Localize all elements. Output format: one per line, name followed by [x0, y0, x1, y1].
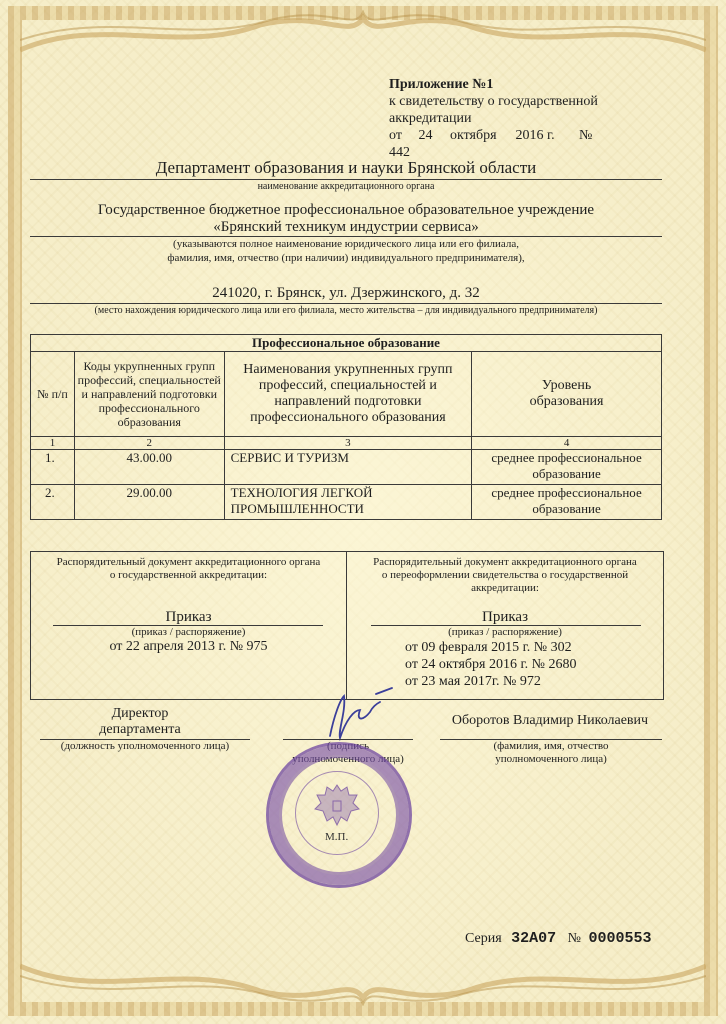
- date-prefix: от: [389, 128, 402, 143]
- appendix-line-2: аккредитации: [389, 111, 472, 126]
- right-doc-caption: (приказ / распоряжение): [448, 626, 562, 638]
- institution-underline: [30, 236, 662, 237]
- decision-documents-box: [30, 551, 664, 700]
- date-year: 2016 г.: [515, 128, 555, 143]
- name-caption: [440, 740, 662, 766]
- col-number-1: 1: [31, 437, 75, 450]
- header-names: Наименования укрупненных групп профессий, специальностей и направлений подготовки профессионального образования: [224, 352, 472, 437]
- right-doc-type: Приказ: [481, 609, 528, 625]
- seal-mp-label: М.П.: [325, 831, 349, 843]
- appendix-header: [389, 76, 619, 161]
- series-label: Серия: [465, 931, 502, 946]
- series-code: 32А07: [511, 930, 557, 947]
- left-heading-2: о государственной аккредитации:: [109, 569, 268, 581]
- row-level: среднее профессиональное образование: [472, 450, 662, 485]
- left-doc-entry: от 22 апреля 2013 г. № 975: [109, 639, 268, 654]
- right-doc-entry: от 09 февраля 2015 г. № 302: [405, 640, 572, 655]
- institution-line-2: «Брянский техникум индустрии сервиса»: [213, 219, 479, 235]
- right-heading-2: о переоформлении свидетельства о государственной: [381, 569, 629, 581]
- name-caption-1: (фамилия, имя, отчество: [493, 740, 609, 752]
- row-name: ТЕХНОЛОГИЯ ЛЕГКОЙ ПРОМЫШЛЕННОСТИ: [224, 485, 472, 520]
- row-number: 2.: [31, 485, 75, 520]
- right-heading: [347, 556, 663, 595]
- official-name: Оборотов Владимир Николаевич: [451, 713, 649, 728]
- institution-caption-1: (указываются полное наименование юридического лица или его филиала,: [173, 238, 519, 250]
- right-heading-1: Распорядительный документ аккредитационного органа: [373, 556, 637, 568]
- position-caption: (должность уполномоченного лица): [60, 740, 230, 752]
- left-doc-type: Приказ: [165, 609, 212, 625]
- institution-caption-2: фамилия, имя, отчество (при наличии) индивидуального предпринимателя),: [167, 252, 525, 264]
- appendix-number: 442: [389, 145, 410, 160]
- authority-name: Департамент образования и науки Брянской области: [155, 158, 537, 177]
- name-caption-2: уполномоченного лица): [495, 753, 607, 765]
- table-row: [31, 450, 662, 485]
- address-value: 241020, г. Брянск, ул. Дзержинского, д. 32: [212, 285, 480, 301]
- number-sign: №: [579, 128, 593, 143]
- programs-table: [30, 334, 662, 520]
- col-number-2: 2: [74, 437, 224, 450]
- column-number-row: [31, 437, 662, 450]
- header-num: № п/п: [31, 352, 75, 437]
- official-seal: [266, 742, 412, 888]
- appendix-date-line: [389, 127, 619, 161]
- left-heading-1: Распорядительный документ аккредитационного органа: [56, 556, 321, 568]
- address-underline: [30, 303, 662, 304]
- address-caption: (место нахождения юридического лица или его филиала, место жительства – для индивидуального предпринимателя): [94, 305, 598, 316]
- right-doc-entry: от 23 мая 2017г. № 972: [405, 674, 541, 689]
- left-heading: [31, 556, 346, 582]
- left-doc-caption: (приказ / распоряжение): [131, 626, 246, 638]
- col-number-3: 3: [224, 437, 472, 450]
- series-number-sign: №: [567, 931, 582, 946]
- date-month: октября: [450, 128, 497, 143]
- row-name: СЕРВИС И ТУРИЗМ: [224, 450, 472, 485]
- signature-caption-1: (подпись: [326, 740, 369, 752]
- top-ornament: [20, 10, 706, 60]
- header-level: Уровень образования: [472, 352, 662, 437]
- position-line-1: Директор: [111, 706, 169, 721]
- row-code: 29.00.00: [74, 485, 224, 520]
- series-line: [465, 930, 652, 947]
- position-line-2: департамента: [99, 722, 181, 737]
- header-codes: Коды укрупненных групп профессий, специальностей и направлений подготовки профессионального образования: [74, 352, 224, 437]
- row-code: 43.00.00: [74, 450, 224, 485]
- row-level: среднее профессиональное образование: [472, 485, 662, 520]
- table-row: [31, 485, 662, 520]
- bottom-ornament: [20, 956, 706, 1006]
- row-number: 1.: [31, 450, 75, 485]
- col-number-4: 4: [472, 437, 662, 450]
- institution-line-1: Государственное бюджетное профессиональное образовательное учреждение: [97, 202, 595, 218]
- right-heading-3: аккредитации:: [471, 582, 539, 594]
- signature-caption-2: уполномоченного лица): [292, 753, 404, 765]
- appendix-line-1: к свидетельству о государственной: [389, 94, 598, 109]
- appendix-title: Приложение №1: [389, 77, 494, 92]
- eagle-emblem-icon: [309, 777, 365, 833]
- date-day: 24: [418, 128, 433, 143]
- right-doc-entry: от 24 октября 2016 г. № 2680: [405, 657, 577, 672]
- right-doc-entries: [405, 639, 655, 690]
- authority-underline: [30, 179, 662, 180]
- table-header-row: [31, 352, 662, 437]
- official-position: [60, 706, 220, 738]
- authority-caption: наименование аккредитационного органа: [257, 181, 435, 192]
- series-number: 0000553: [588, 930, 652, 947]
- table-section-title: Профессиональное образование: [31, 335, 662, 352]
